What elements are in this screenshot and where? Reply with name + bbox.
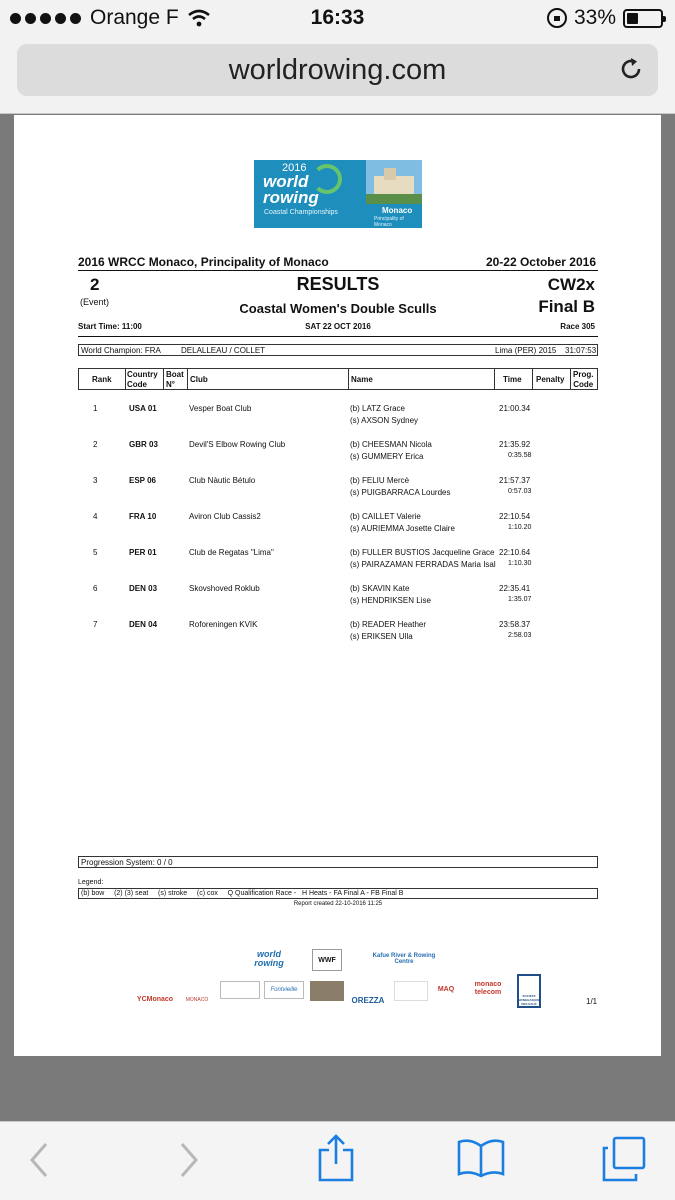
progression-box xyxy=(78,856,598,868)
bookmarks-icon[interactable] xyxy=(456,1138,506,1178)
sponsor-maq: MAQ xyxy=(437,985,455,993)
event-code: CW2x xyxy=(547,275,595,294)
col-divider xyxy=(532,369,533,389)
rank: 6 xyxy=(93,584,98,593)
club: Devil'S Elbow Rowing Club xyxy=(189,440,286,449)
time: 22:10.54 xyxy=(499,512,531,521)
legend-box xyxy=(78,888,598,899)
crew-stroke: (s) AXSON Sydney xyxy=(350,416,419,425)
time: 21:57.37 xyxy=(499,476,531,485)
col-boat: Boat N° xyxy=(166,370,184,389)
report-created: Report created 22-10-2016 11:25 xyxy=(293,901,383,907)
crew-stroke: (s) HENDRIKSEN Lise xyxy=(350,596,431,605)
event-logo xyxy=(254,160,422,228)
sponsor-logo-brown xyxy=(310,981,344,1001)
country-code: FRA 10 xyxy=(129,512,157,521)
time: 21:00.34 xyxy=(499,404,531,413)
crew-stroke: (s) GUMMERY Erica xyxy=(350,452,424,461)
rank: 7 xyxy=(93,620,98,629)
crew-bow: (b) FULLER BUSTIOS Jacqueline Grace xyxy=(350,548,495,557)
browser-toolbar xyxy=(0,1121,675,1200)
country-code: DEN 03 xyxy=(129,584,158,593)
sponsor-orezza: OREZZA xyxy=(351,996,385,1005)
progression-text: Progression System: 0 / 0 xyxy=(81,858,173,867)
champion-label: World Champion: FRA xyxy=(81,346,161,355)
champion-venue: Lima (PER) 2015 xyxy=(495,346,557,355)
crew-bow: (b) LATZ Grace xyxy=(350,404,405,413)
time: 23:58.37 xyxy=(499,620,531,629)
country-code: GBR 03 xyxy=(129,440,158,449)
col-divider xyxy=(125,369,126,389)
race-type: Final B xyxy=(538,297,595,316)
address-bar[interactable] xyxy=(17,44,658,96)
tabs-icon[interactable] xyxy=(600,1136,648,1182)
forward-icon[interactable] xyxy=(176,1140,202,1180)
col-divider xyxy=(494,369,495,389)
reload-icon[interactable] xyxy=(618,56,644,82)
legend-label: Legend: xyxy=(78,879,104,886)
sponsor-fontvieille: Fontvieille xyxy=(264,981,304,999)
page-number: 1/1 xyxy=(586,997,598,1006)
sponsor-wwf: WWF xyxy=(312,949,342,971)
logo-subtitle: Coastal Championships xyxy=(264,209,338,216)
pdf-page xyxy=(14,115,661,1056)
monaco-illustration xyxy=(366,160,422,204)
sponsor-sbm: SOCIETE MONEGASQUE DES EAUX xyxy=(517,974,541,1008)
event-number: 2 xyxy=(90,275,100,294)
crew-stroke: (s) PAIRAZAMAN FERRADAS Maria Isal xyxy=(350,560,496,569)
logo-place-sub: Principality of Monaco xyxy=(374,216,404,228)
time: 22:10.64 xyxy=(499,548,531,557)
sponsor-monaco-telecom: monaco telecom xyxy=(474,981,502,996)
crew-stroke: (s) ERIKSEN Ulla xyxy=(350,632,413,641)
col-divider xyxy=(163,369,164,389)
battery-percent: 33% xyxy=(573,6,616,29)
sponsor-ycmonaco: YCMonaco xyxy=(136,996,174,1003)
time-diff: 2:58.03 xyxy=(508,632,532,639)
club: Aviron Club Cassis2 xyxy=(189,512,261,521)
club: Club de Regatas "Lima" xyxy=(189,548,274,557)
logo-line2: rowing xyxy=(263,188,319,207)
back-icon[interactable] xyxy=(26,1140,52,1180)
col-divider xyxy=(187,369,188,389)
country-code: ESP 06 xyxy=(129,476,156,485)
sponsor-monaco-ville: MONACO xyxy=(185,997,209,1003)
sponsor-gov xyxy=(220,981,260,999)
legend-text: (b) bow (2) (3) seat (s) stroke (c) cox Q Qualification Race - H Heats - FA Final A - FB Final B xyxy=(81,890,404,897)
col-penalty: Penalty xyxy=(536,375,565,384)
crew-bow: (b) FELIU Mercè xyxy=(350,476,410,485)
crew-bow: (b) READER Heather xyxy=(350,620,427,629)
crew-stroke: (s) PUIGBARRACA Lourdes xyxy=(350,488,451,497)
club: Roforeningen KVIK xyxy=(189,620,258,629)
country-code: DEN 04 xyxy=(129,620,158,629)
sponsor-mairie xyxy=(394,981,428,1001)
champion-time: 31:07:53 xyxy=(565,346,597,355)
status-bar xyxy=(0,0,675,38)
rank: 1 xyxy=(93,404,98,413)
rank: 4 xyxy=(93,512,98,521)
race-date: SAT 22 OCT 2016 xyxy=(305,322,371,331)
start-time: Start Time: 11:00 xyxy=(78,322,142,331)
carrier-name: Orange F xyxy=(90,6,179,29)
sponsor-kafue: Kafue River & Rowing Centre xyxy=(372,953,436,965)
col-club: Club xyxy=(190,375,208,384)
col-name: Name xyxy=(351,375,373,384)
time-diff: 0:57.03 xyxy=(508,488,532,495)
rank: 2 xyxy=(93,440,98,449)
subheader-rule xyxy=(78,336,598,337)
col-divider xyxy=(570,369,571,389)
rank: 5 xyxy=(93,548,98,557)
col-rank: Rank xyxy=(92,375,112,384)
col-time: Time xyxy=(503,375,522,384)
sponsor-world-rowing: world rowing xyxy=(254,949,284,968)
country-code: USA 01 xyxy=(129,404,157,413)
share-icon[interactable] xyxy=(316,1134,356,1182)
event-label: (Event) xyxy=(80,297,110,307)
time: 21:35.92 xyxy=(499,440,531,449)
world-champion-box xyxy=(78,344,598,356)
time-diff: 1:10.30 xyxy=(508,560,532,567)
club: Skovshoved Roklub xyxy=(189,584,260,593)
regatta-dates: 20-22 October 2016 xyxy=(485,255,596,269)
country-code: PER 01 xyxy=(129,548,157,557)
crew-bow: (b) CAILLET Valerie xyxy=(350,512,421,521)
col-prog: Prog. Code xyxy=(573,370,594,389)
logo-line1: world xyxy=(263,172,309,191)
results-table-header xyxy=(78,368,598,390)
regatta-name: 2016 WRCC Monaco, Principality of Monaco xyxy=(78,255,329,269)
battery-icon xyxy=(623,9,663,28)
rank: 3 xyxy=(93,476,98,485)
clock: 16:33 xyxy=(310,6,365,29)
results-heading: RESULTS xyxy=(296,274,380,294)
time-diff: 1:10.20 xyxy=(508,524,532,531)
logo-year: 2016 xyxy=(282,162,307,174)
browser-address-area xyxy=(0,38,675,114)
crew-bow: (b) CHEESMAN Nicola xyxy=(350,440,432,449)
event-name: Coastal Women's Double Sculls xyxy=(239,301,437,316)
header-rule xyxy=(78,270,598,271)
time-diff: 1:35.07 xyxy=(508,596,532,603)
champion-names: DELALLEAU / COLLET xyxy=(181,346,266,355)
crew-bow: (b) SKAVIN Kate xyxy=(350,584,410,593)
crew-stroke: (s) AURIEMMA Josette Claire xyxy=(350,524,455,533)
col-divider xyxy=(348,369,349,389)
url-text[interactable]: worldrowing.com xyxy=(228,54,447,86)
logo-place: Monaco xyxy=(382,206,413,215)
time-diff: 0:35.58 xyxy=(508,452,532,459)
time: 22:35.41 xyxy=(499,584,531,593)
col-country: Country Code xyxy=(127,370,158,389)
battery-fill xyxy=(627,13,638,24)
club: Vesper Boat Club xyxy=(189,404,252,413)
club: Club Nàutic Bétulo xyxy=(189,476,256,485)
rotation-lock-icon xyxy=(547,8,567,28)
race-number: Race 305 xyxy=(560,322,595,331)
